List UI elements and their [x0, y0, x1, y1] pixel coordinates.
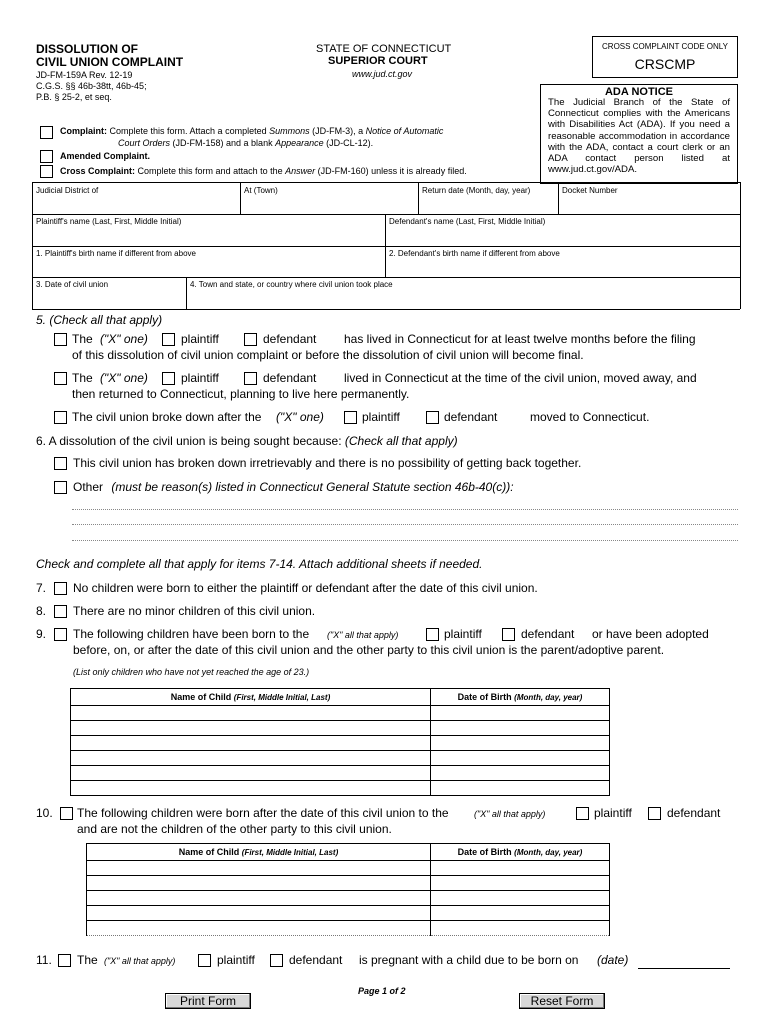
item11-text: is pregnant with a child due to be born on — [359, 953, 579, 967]
amended-complaint-checkbox[interactable] — [40, 150, 53, 163]
s5-row1-line2: of this dissolution of civil union complaint or before the dissolution of civil union will become final. — [72, 348, 584, 362]
item9-name-cell[interactable] — [71, 766, 431, 781]
s5-row3-tail: moved to Connecticut. — [530, 410, 650, 424]
item11-defendant: defendant — [289, 953, 343, 967]
item9-name-cell[interactable] — [71, 706, 431, 721]
form-title-line1: DISSOLUTION OF — [36, 42, 138, 56]
reset-form-button[interactable]: Reset Form — [519, 993, 605, 1009]
complaint-line2 — [118, 138, 373, 148]
complaint-checkbox[interactable] — [40, 126, 53, 139]
s5-row1-checkbox[interactable] — [54, 333, 67, 346]
item8-text: There are no minor children of this civil union. — [73, 604, 316, 618]
complaint-line1 — [60, 126, 443, 136]
s6-other-checkbox[interactable] — [54, 481, 67, 494]
cross-complaint-line — [60, 166, 467, 176]
item8-number: 8. — [36, 604, 47, 618]
item10-line2: and are not the children of the other party to this civil union. — [77, 822, 392, 836]
state-name: STATE OF CONNECTICUT — [316, 43, 452, 55]
items-instructions: Check and complete all that apply for items 7-14. Attach additional sheets if needed. — [36, 557, 483, 571]
s5-row1-defendant: defendant — [263, 332, 317, 346]
item10-dob-cell[interactable] — [431, 861, 610, 876]
s5-row2-line2: then returned to Connecticut, planning to live here permanently. — [72, 387, 410, 401]
item10-defendant: defendant — [667, 806, 721, 820]
item10-name-cell[interactable] — [87, 876, 431, 891]
item10-name-header: Name of Child (First, Middle Initial, Last) — [87, 844, 431, 861]
court-orders-ref: Court Orders — [118, 138, 171, 148]
s5-row2-x-one: ("X" one) — [100, 371, 148, 385]
item10-dob-header: Date of Birth (Month, day, year) — [431, 844, 610, 861]
item9-name-cell[interactable] — [71, 751, 431, 766]
item9-note: (List only children who have not yet reached the age of 23.) — [73, 667, 310, 677]
item11-the: The — [77, 953, 98, 967]
cross-complaint-label: Cross Complaint: — [60, 166, 136, 176]
s5-row1-x-one: ("X" one) — [100, 332, 148, 346]
s5-row1-tail: has lived in Connecticut for at least twelve months before the filing — [344, 332, 696, 346]
item11-date-label: (date) — [597, 953, 629, 967]
item9-name-cell[interactable] — [71, 736, 431, 751]
item9-children-table — [70, 688, 610, 796]
s6-other-label: Other — [73, 480, 104, 494]
page-number: Page 1 of 2 — [358, 986, 406, 996]
s5-row2-tail: lived in Connecticut at the time of the civil union, moved away, and — [344, 371, 697, 385]
item9-dob-cell[interactable] — [431, 766, 610, 781]
item9-name-cell[interactable] — [71, 721, 431, 736]
cross-complaint-text2: (JD-FM-160) unless it is already filed. — [317, 166, 467, 176]
defendant-birth-name-field[interactable]: 2. Defendant's birth name if different from above — [389, 249, 560, 258]
s5-row3-plaintiff-checkbox[interactable] — [344, 411, 357, 424]
s6-reason-line1[interactable] — [72, 509, 738, 510]
item11-defendant-checkbox[interactable] — [270, 954, 283, 967]
s5-row2-defendant: defendant — [263, 371, 317, 385]
section6-heading-text: 6. A dissolution of the civil union is being sought because: — [36, 434, 342, 448]
item10-plaintiff: plaintiff — [594, 806, 632, 820]
cross-code-value: CRSCMP — [634, 56, 696, 72]
item7-checkbox[interactable] — [54, 582, 67, 595]
s5-row1-plaintiff-checkbox[interactable] — [162, 333, 175, 346]
s5-row2-defendant-checkbox[interactable] — [244, 372, 257, 385]
item9-dob-cell[interactable] — [431, 706, 610, 721]
s5-row3-plaintiff: plaintiff — [362, 410, 400, 424]
item9-defendant: defendant — [521, 627, 575, 641]
item9-plaintiff: plaintiff — [444, 627, 482, 641]
item9-text2: or have been adopted — [592, 627, 709, 641]
s5-row1-the: The — [72, 332, 93, 346]
s5-row3-checkbox[interactable] — [54, 411, 67, 424]
s5-row2-plaintiff: plaintiff — [181, 371, 219, 385]
s6-reason-line3[interactable] — [72, 540, 738, 541]
s5-row1-plaintiff: plaintiff — [181, 332, 219, 346]
judicial-district-field[interactable]: Judicial District of — [36, 186, 99, 195]
item9-dob-cell[interactable] — [431, 781, 610, 796]
s5-row2-plaintiff-checkbox[interactable] — [162, 372, 175, 385]
item8-checkbox[interactable] — [54, 605, 67, 618]
s6-irretrievable-label: This civil union has broken down irretrievably and there is no possibility of getting back together. — [73, 456, 582, 470]
print-form-button[interactable]: Print Form — [165, 993, 251, 1009]
item10-name-cell[interactable] — [87, 921, 431, 936]
item10-number: 10. — [36, 806, 53, 820]
s5-row2-checkbox[interactable] — [54, 372, 67, 385]
docket-number-field[interactable]: Docket Number — [562, 186, 618, 195]
return-date-field[interactable]: Return date (Month, day, year) — [422, 186, 531, 195]
s5-row2-the: The — [72, 371, 93, 385]
s6-other-line — [73, 480, 514, 494]
item10-name-cell[interactable] — [87, 906, 431, 921]
section6-heading — [36, 434, 458, 448]
item9-dob-header: Date of Birth (Month, day, year) — [431, 689, 610, 706]
town-field[interactable]: At (Town) — [244, 186, 278, 195]
complaint-text1: Complete this form. Attach a completed — [109, 126, 267, 136]
s6-other-hint: (must be reason(s) listed in Connecticut General Statute section 46b-40(c)): — [111, 480, 514, 494]
complaint-text2: (JD-FM-3), a — [312, 126, 364, 136]
cross-complaint-checkbox[interactable] — [40, 165, 53, 178]
item9-dob-cell[interactable] — [431, 721, 610, 736]
defendant-name-field[interactable]: Defendant's name (Last, First, Middle Initial) — [389, 217, 546, 226]
s6-irretrievable-checkbox[interactable] — [54, 457, 67, 470]
s5-row3-defendant: defendant — [444, 410, 498, 424]
ada-notice-text: The Judicial Branch of the State of Connecticut complies with the Americans with Disabilities Act (ADA). If you need a reasonable accommodation in accordance with the ADA, contact a court clerk or an ADA contact person listed at www.jud.ct.gov/ADA. — [548, 97, 730, 176]
item11-x-all: ("X" all that apply) — [104, 956, 176, 966]
item11-date-field[interactable] — [638, 968, 730, 969]
item10-dob-cell[interactable] — [431, 921, 610, 936]
practice-book-ref: P.B. § 25-2, et seq. — [36, 92, 112, 102]
complaint-label: Complaint: — [60, 126, 107, 136]
item10-name-cell[interactable] — [87, 891, 431, 906]
form-title-line2: CIVIL UNION COMPLAINT — [36, 55, 184, 69]
item11-plaintiff-checkbox[interactable] — [198, 954, 211, 967]
form-number: JD-FM-159A Rev. 12-19 — [36, 70, 133, 80]
item11-plaintiff: plaintiff — [217, 953, 255, 967]
item11-checkbox[interactable] — [58, 954, 71, 967]
civil-union-date-field[interactable]: 3. Date of civil union — [36, 280, 109, 289]
item10-checkbox[interactable] — [60, 807, 73, 820]
item10-dob-cell[interactable] — [431, 876, 610, 891]
item10-text1: The following children were born after the date of this civil union to the — [77, 806, 449, 820]
amended-complaint-label: Amended Complaint. — [60, 151, 151, 161]
item9-x-all: ("X" all that apply) — [327, 630, 399, 640]
item7-number: 7. — [36, 581, 47, 595]
item7-text: No children were born to either the plaintiff or defendant after the date of this civil union. — [73, 581, 538, 595]
item9-dob-cell[interactable] — [431, 751, 610, 766]
complaint-line2b: (JD-FM-158) and a blank — [172, 138, 273, 148]
plaintiff-birth-name-field[interactable]: 1. Plaintiff's birth name if different from above — [36, 249, 196, 258]
section6-heading-italic: (Check all that apply) — [344, 434, 458, 448]
plaintiff-name-field[interactable]: Plaintiff's name (Last, First, Middle Initial) — [36, 217, 182, 226]
item9-dob-cell[interactable] — [431, 736, 610, 751]
s6-reason-line2[interactable] — [72, 524, 738, 525]
item9-text1: The following children have been born to the — [73, 627, 310, 641]
complaint-line2c: (JD-CL-12). — [326, 138, 374, 148]
answer-ref: Answer — [285, 166, 316, 176]
item9-line2: before, on, or after the date of this civil union and the other party to this civil union is the parent/adoptive parent. — [73, 643, 665, 657]
statute-ref: C.G.S. §§ 46b-38tt, 46b-45; — [36, 81, 147, 91]
item10-dob-cell[interactable] — [431, 906, 610, 921]
cross-complaint-text1: Complete this form and attach to the — [137, 166, 283, 176]
item9-checkbox[interactable] — [54, 628, 67, 641]
ada-notice-title: ADA NOTICE — [604, 86, 674, 98]
s5-row3-head: The civil union broke down after the — [72, 410, 262, 424]
item10-defendant-checkbox[interactable] — [648, 807, 661, 820]
item10-x-all: ("X" all that apply) — [474, 809, 546, 819]
cross-code-label: CROSS COMPLAINT CODE ONLY — [602, 42, 728, 51]
notice-ref: Notice of Automatic — [365, 126, 444, 136]
item10-dob-cell[interactable] — [431, 891, 610, 906]
summons-ref: Summons — [269, 126, 310, 136]
item9-number: 9. — [36, 627, 47, 641]
s5-row3-x-one: ("X" one) — [276, 410, 324, 424]
item10-children-table — [86, 843, 610, 936]
item10-plaintiff-checkbox[interactable] — [576, 807, 589, 820]
item9-defendant-checkbox[interactable] — [502, 628, 515, 641]
item10-name-cell[interactable] — [87, 861, 431, 876]
item9-name-header: Name of Child (First, Middle Initial, Last) — [71, 689, 431, 706]
court-name: SUPERIOR COURT — [328, 55, 428, 67]
item11-number: 11. — [36, 953, 52, 967]
s5-row3-defendant-checkbox[interactable] — [426, 411, 439, 424]
appearance-ref: Appearance — [275, 138, 324, 148]
s5-row1-defendant-checkbox[interactable] — [244, 333, 257, 346]
item9-plaintiff-checkbox[interactable] — [426, 628, 439, 641]
civil-union-place-field[interactable]: 4. Town and state, or country where civil union took place — [190, 280, 393, 289]
court-website: www.jud.ct.gov — [352, 69, 413, 79]
cross-code-box — [592, 36, 738, 78]
section5-heading: 5. (Check all that apply) — [36, 313, 163, 327]
item9-name-cell[interactable] — [71, 781, 431, 796]
